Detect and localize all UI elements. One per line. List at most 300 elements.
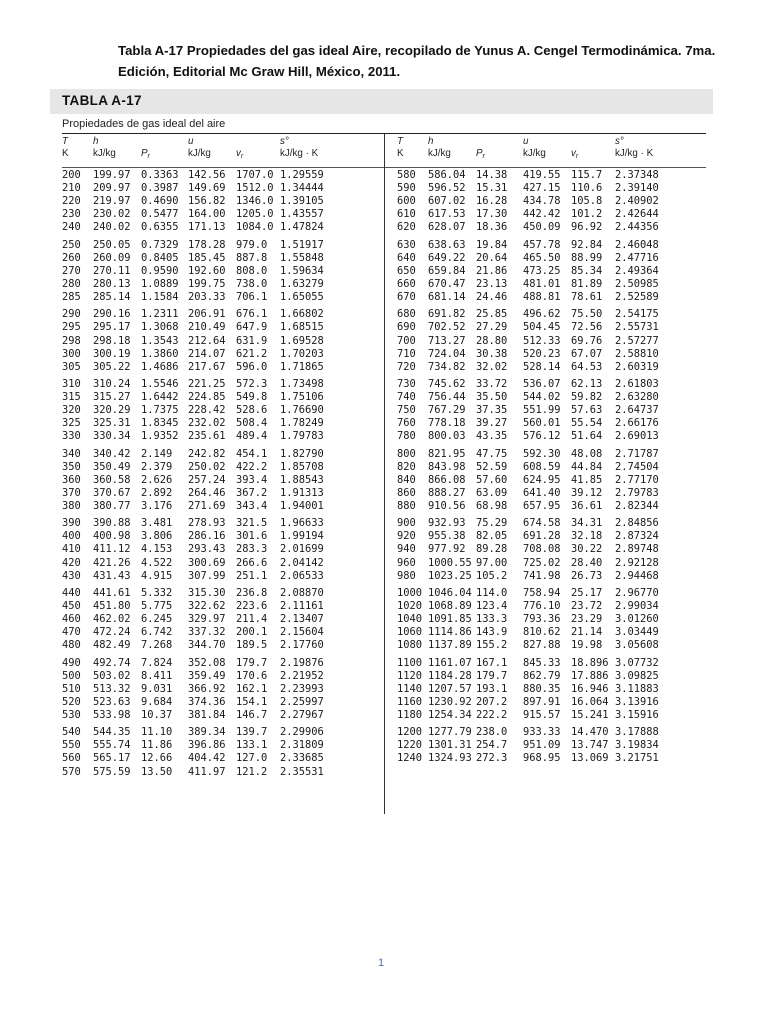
cell-temperature: 610 bbox=[397, 208, 416, 221]
cell-entropy: 2.06533 bbox=[280, 569, 324, 582]
cell-internal-energy: 185.45 bbox=[188, 251, 226, 264]
cell-enthalpy: 1230.92 bbox=[428, 695, 472, 708]
cell-temperature: 620 bbox=[397, 221, 416, 234]
cell-internal-energy: 214.07 bbox=[188, 347, 226, 360]
cell-temperature: 500 bbox=[62, 669, 81, 682]
cell-internal-energy: 536.07 bbox=[523, 377, 561, 390]
cell-temperature: 370 bbox=[62, 486, 81, 499]
cell-relative-pressure: 25.85 bbox=[476, 308, 508, 321]
cell-temperature: 720 bbox=[397, 360, 416, 373]
cell-enthalpy: 270.11 bbox=[93, 264, 131, 277]
cell-internal-energy: 810.62 bbox=[523, 626, 561, 639]
cell-temperature: 430 bbox=[62, 569, 81, 582]
table-row bbox=[397, 417, 719, 430]
cell-relative-pressure: 43.35 bbox=[476, 430, 508, 443]
cell-relative-pressure: 0.4690 bbox=[141, 195, 179, 208]
table-row bbox=[62, 195, 384, 208]
cell-internal-energy: 366.92 bbox=[188, 682, 226, 695]
cell-temperature: 730 bbox=[397, 377, 416, 390]
cell-relative-volume: 17.886 bbox=[571, 669, 609, 682]
cell-relative-volume: 57.63 bbox=[571, 404, 603, 417]
row-group bbox=[62, 239, 384, 304]
cell-relative-pressure: 11.10 bbox=[141, 726, 173, 739]
cell-enthalpy: 565.17 bbox=[93, 752, 131, 765]
cell-relative-volume: 48.08 bbox=[571, 447, 603, 460]
cell-internal-energy: 897.91 bbox=[523, 695, 561, 708]
cell-relative-pressure: 19.84 bbox=[476, 238, 508, 251]
cell-internal-energy: 315.30 bbox=[188, 586, 226, 599]
row-group bbox=[397, 239, 719, 304]
cell-relative-pressure: 0.5477 bbox=[141, 208, 179, 221]
citation-text: Tabla A-17 Propiedades del gas ideal Aire, recopilado de Yunus A. Cengel Termodinámica. 7ma. Edición, Editorial Mc Graw Hill, México, 2011. bbox=[118, 43, 716, 79]
table-row bbox=[397, 709, 719, 722]
table-row bbox=[397, 335, 719, 348]
cell-enthalpy: 734.82 bbox=[428, 360, 466, 373]
cell-temperature: 295 bbox=[62, 321, 81, 334]
header-symbol: u bbox=[188, 136, 194, 147]
cell-relative-volume: 528.6 bbox=[236, 404, 268, 417]
row-group bbox=[62, 517, 384, 582]
cell-relative-volume: 19.98 bbox=[571, 639, 603, 652]
cell-temperature: 920 bbox=[397, 530, 416, 543]
cell-internal-energy: 560.01 bbox=[523, 417, 561, 430]
cell-relative-pressure: 1.8345 bbox=[141, 417, 179, 430]
cell-enthalpy: 315.27 bbox=[93, 391, 131, 404]
table-row bbox=[397, 696, 719, 709]
cell-relative-volume: 26.73 bbox=[571, 569, 603, 582]
table-row bbox=[397, 321, 719, 334]
table-row bbox=[62, 239, 384, 252]
cell-temperature: 320 bbox=[62, 404, 81, 417]
cell-internal-energy: 199.75 bbox=[188, 277, 226, 290]
table-row bbox=[62, 530, 384, 543]
cell-temperature: 740 bbox=[397, 391, 416, 404]
cell-enthalpy: 649.22 bbox=[428, 251, 466, 264]
cell-temperature: 400 bbox=[62, 530, 81, 543]
cell-internal-energy: 758.94 bbox=[523, 586, 561, 599]
table-row bbox=[62, 766, 384, 779]
cell-relative-volume: 39.12 bbox=[571, 486, 603, 499]
cell-entropy: 2.87324 bbox=[615, 530, 659, 543]
cell-temperature: 290 bbox=[62, 308, 81, 321]
cell-relative-volume: 887.8 bbox=[236, 251, 268, 264]
cell-temperature: 550 bbox=[62, 739, 81, 752]
table-row bbox=[62, 391, 384, 404]
table-row bbox=[62, 683, 384, 696]
cell-entropy: 2.46048 bbox=[615, 238, 659, 251]
cell-relative-volume: 200.1 bbox=[236, 626, 268, 639]
cell-relative-volume: 154.1 bbox=[236, 695, 268, 708]
column-divider bbox=[384, 134, 385, 814]
cell-enthalpy: 513.32 bbox=[93, 682, 131, 695]
cell-temperature: 590 bbox=[397, 182, 416, 195]
cell-relative-pressure: 1.4686 bbox=[141, 360, 179, 373]
row-group bbox=[397, 169, 719, 234]
cell-internal-energy: 164.00 bbox=[188, 208, 226, 221]
cell-entropy: 1.73498 bbox=[280, 377, 324, 390]
cell-internal-energy: 250.02 bbox=[188, 460, 226, 473]
cell-temperature: 880 bbox=[397, 500, 416, 512]
header-temperature bbox=[62, 136, 69, 160]
cell-internal-energy: 793.36 bbox=[523, 613, 561, 626]
cell-relative-volume: 489.4 bbox=[236, 430, 268, 443]
cell-relative-volume: 85.34 bbox=[571, 264, 603, 277]
cell-temperature: 440 bbox=[62, 586, 81, 599]
table-row bbox=[397, 348, 719, 361]
cell-entropy: 1.65055 bbox=[280, 291, 324, 304]
cell-enthalpy: 628.07 bbox=[428, 221, 466, 234]
table-row bbox=[397, 657, 719, 670]
cell-temperature: 285 bbox=[62, 291, 81, 304]
header-symbol: P bbox=[476, 148, 483, 159]
cell-relative-volume: 738.0 bbox=[236, 277, 268, 290]
cell-relative-pressure: 2.379 bbox=[141, 460, 173, 473]
cell-relative-pressure: 1.6442 bbox=[141, 391, 179, 404]
cell-entropy: 1.75106 bbox=[280, 391, 324, 404]
cell-relative-pressure: 143.9 bbox=[476, 626, 508, 639]
cell-enthalpy: 670.47 bbox=[428, 277, 466, 290]
table-row bbox=[62, 430, 384, 443]
cell-enthalpy: 977.92 bbox=[428, 543, 466, 556]
table-row bbox=[397, 461, 719, 474]
cell-enthalpy: 910.56 bbox=[428, 500, 466, 512]
cell-temperature: 380 bbox=[62, 500, 81, 512]
cell-relative-pressure: 155.2 bbox=[476, 639, 508, 652]
table-row bbox=[62, 600, 384, 613]
cell-enthalpy: 702.52 bbox=[428, 321, 466, 334]
cell-entropy: 3.19834 bbox=[615, 739, 659, 752]
row-group bbox=[62, 378, 384, 443]
cell-relative-pressure: 1.7375 bbox=[141, 404, 179, 417]
cell-relative-pressure: 133.3 bbox=[476, 613, 508, 626]
cell-relative-pressure: 114.0 bbox=[476, 586, 508, 599]
table-title-bar bbox=[50, 89, 713, 114]
cell-temperature: 800 bbox=[397, 447, 416, 460]
cell-entropy: 3.09825 bbox=[615, 669, 659, 682]
cell-enthalpy: 691.82 bbox=[428, 308, 466, 321]
table-row bbox=[62, 500, 384, 513]
cell-entropy: 2.57277 bbox=[615, 334, 659, 347]
header-unit: kJ/kg · K bbox=[280, 148, 319, 159]
cell-entropy: 3.01260 bbox=[615, 613, 659, 626]
table-row bbox=[397, 543, 719, 556]
cell-internal-energy: 427.15 bbox=[523, 182, 561, 195]
cell-relative-volume: 223.6 bbox=[236, 600, 268, 613]
table-row bbox=[62, 252, 384, 265]
cell-enthalpy: 617.53 bbox=[428, 208, 466, 221]
cell-relative-volume: 454.1 bbox=[236, 447, 268, 460]
cell-internal-energy: 210.49 bbox=[188, 321, 226, 334]
table-row bbox=[62, 208, 384, 221]
cell-relative-volume: 55.54 bbox=[571, 417, 603, 430]
table-row bbox=[397, 530, 719, 543]
cell-enthalpy: 219.97 bbox=[93, 195, 131, 208]
rows-right bbox=[397, 169, 719, 770]
cell-temperature: 490 bbox=[62, 656, 81, 669]
cell-relative-volume: 92.84 bbox=[571, 238, 603, 251]
cell-relative-pressure: 5.332 bbox=[141, 586, 173, 599]
cell-entropy: 2.52589 bbox=[615, 291, 659, 304]
cell-entropy: 2.82344 bbox=[615, 500, 659, 512]
table-row bbox=[397, 474, 719, 487]
cell-relative-volume: 75.50 bbox=[571, 308, 603, 321]
rows-left bbox=[62, 169, 384, 783]
table-row bbox=[62, 278, 384, 291]
cell-relative-volume: 211.4 bbox=[236, 613, 268, 626]
header-relative-pressure bbox=[141, 148, 150, 163]
table-title: TABLA A-17 bbox=[62, 93, 142, 108]
table-row bbox=[397, 430, 719, 443]
cell-entropy: 1.71865 bbox=[280, 360, 324, 373]
cell-relative-pressure: 0.3987 bbox=[141, 182, 179, 195]
table-left-half bbox=[62, 136, 384, 816]
header-unit: kJ/kg bbox=[93, 148, 116, 159]
header-symbol: T bbox=[62, 136, 68, 147]
cell-temperature: 580 bbox=[397, 169, 416, 181]
cell-enthalpy: 843.98 bbox=[428, 460, 466, 473]
cell-enthalpy: 767.29 bbox=[428, 404, 466, 417]
cell-relative-pressure: 15.31 bbox=[476, 182, 508, 195]
row-group bbox=[62, 657, 384, 722]
cell-entropy: 2.61803 bbox=[615, 377, 659, 390]
cell-relative-pressure: 4.522 bbox=[141, 556, 173, 569]
cell-internal-energy: 271.69 bbox=[188, 500, 226, 512]
cell-temperature: 680 bbox=[397, 308, 416, 321]
cell-entropy: 1.70203 bbox=[280, 347, 324, 360]
cell-relative-volume: 596.0 bbox=[236, 360, 268, 373]
table-row bbox=[62, 182, 384, 195]
cell-relative-volume: 13.747 bbox=[571, 739, 609, 752]
cell-internal-energy: 359.49 bbox=[188, 669, 226, 682]
cell-internal-energy: 242.82 bbox=[188, 447, 226, 460]
cell-relative-volume: 25.17 bbox=[571, 586, 603, 599]
cell-temperature: 325 bbox=[62, 417, 81, 430]
cell-relative-volume: 36.61 bbox=[571, 500, 603, 512]
table-row bbox=[62, 487, 384, 500]
cell-enthalpy: 596.52 bbox=[428, 182, 466, 195]
cell-enthalpy: 1254.34 bbox=[428, 708, 472, 721]
cell-internal-energy: 232.02 bbox=[188, 417, 226, 430]
cell-relative-volume: 78.61 bbox=[571, 291, 603, 304]
cell-relative-pressure: 193.1 bbox=[476, 682, 508, 695]
table-row bbox=[397, 500, 719, 513]
cell-relative-volume: 34.31 bbox=[571, 517, 603, 530]
cell-internal-energy: 212.64 bbox=[188, 334, 226, 347]
cell-temperature: 298 bbox=[62, 334, 81, 347]
cell-temperature: 570 bbox=[62, 765, 81, 778]
cell-relative-pressure: 179.7 bbox=[476, 669, 508, 682]
cell-entropy: 2.35531 bbox=[280, 765, 324, 778]
cell-temperature: 330 bbox=[62, 430, 81, 443]
cell-entropy: 1.47824 bbox=[280, 221, 324, 234]
cell-internal-energy: 178.28 bbox=[188, 238, 226, 251]
cell-temperature: 315 bbox=[62, 391, 81, 404]
table-row bbox=[62, 448, 384, 461]
cell-entropy: 2.66176 bbox=[615, 417, 659, 430]
cell-enthalpy: 503.02 bbox=[93, 669, 131, 682]
cell-enthalpy: 1114.86 bbox=[428, 626, 472, 639]
cell-enthalpy: 330.34 bbox=[93, 430, 131, 443]
header-subscript: r bbox=[482, 153, 485, 160]
header-internal-energy bbox=[523, 136, 546, 160]
cell-relative-volume: 1707.0 bbox=[236, 169, 274, 181]
cell-relative-pressure: 9.031 bbox=[141, 682, 173, 695]
cell-internal-energy: 457.78 bbox=[523, 238, 561, 251]
cell-enthalpy: 350.49 bbox=[93, 460, 131, 473]
cell-relative-pressure: 1.9352 bbox=[141, 430, 179, 443]
cell-enthalpy: 555.74 bbox=[93, 739, 131, 752]
cell-enthalpy: 523.63 bbox=[93, 695, 131, 708]
page-number: 1 bbox=[378, 957, 385, 969]
cell-temperature: 450 bbox=[62, 600, 81, 613]
cell-relative-pressure: 21.86 bbox=[476, 264, 508, 277]
cell-temperature: 200 bbox=[62, 169, 81, 181]
cell-internal-energy: 203.33 bbox=[188, 291, 226, 304]
cell-relative-volume: 1512.0 bbox=[236, 182, 274, 195]
cell-relative-volume: 44.84 bbox=[571, 460, 603, 473]
cell-relative-pressure: 24.46 bbox=[476, 291, 508, 304]
row-group bbox=[62, 169, 384, 234]
cell-relative-volume: 321.5 bbox=[236, 517, 268, 530]
cell-relative-pressure: 0.6355 bbox=[141, 221, 179, 234]
cell-internal-energy: 300.69 bbox=[188, 556, 226, 569]
table-row bbox=[62, 265, 384, 278]
header-relative-volume bbox=[571, 148, 578, 163]
cell-enthalpy: 209.97 bbox=[93, 182, 131, 195]
cell-relative-pressure: 4.153 bbox=[141, 543, 173, 556]
cell-temperature: 360 bbox=[62, 473, 81, 486]
header-relative-pressure bbox=[476, 148, 485, 163]
cell-relative-pressure: 207.2 bbox=[476, 695, 508, 708]
cell-enthalpy: 380.77 bbox=[93, 500, 131, 512]
cell-relative-volume: 101.2 bbox=[571, 208, 603, 221]
cell-temperature: 1220 bbox=[397, 739, 423, 752]
table-row bbox=[62, 291, 384, 304]
cell-temperature: 480 bbox=[62, 639, 81, 652]
cell-internal-energy: 192.60 bbox=[188, 264, 226, 277]
cell-relative-volume: 179.7 bbox=[236, 656, 268, 669]
cell-enthalpy: 431.43 bbox=[93, 569, 131, 582]
cell-internal-energy: 156.82 bbox=[188, 195, 226, 208]
cell-enthalpy: 320.29 bbox=[93, 404, 131, 417]
cell-temperature: 600 bbox=[397, 195, 416, 208]
cell-entropy: 2.96770 bbox=[615, 586, 659, 599]
cell-relative-pressure: 8.411 bbox=[141, 669, 173, 682]
cell-entropy: 1.88543 bbox=[280, 473, 324, 486]
cell-entropy: 2.55731 bbox=[615, 321, 659, 334]
cell-entropy: 2.44356 bbox=[615, 221, 659, 234]
cell-relative-volume: 13.069 bbox=[571, 752, 609, 765]
cell-relative-volume: 1205.0 bbox=[236, 208, 274, 221]
cell-temperature: 1020 bbox=[397, 600, 423, 613]
cell-relative-volume: 393.4 bbox=[236, 473, 268, 486]
table-row bbox=[62, 474, 384, 487]
table-row bbox=[62, 570, 384, 583]
cell-internal-energy: 278.93 bbox=[188, 517, 226, 530]
cell-relative-volume: 170.6 bbox=[236, 669, 268, 682]
cell-internal-energy: 322.62 bbox=[188, 600, 226, 613]
table-row bbox=[397, 448, 719, 461]
cell-enthalpy: 199.97 bbox=[93, 169, 131, 181]
cell-relative-pressure: 2.149 bbox=[141, 447, 173, 460]
cell-entropy: 2.39140 bbox=[615, 182, 659, 195]
cell-internal-energy: 228.42 bbox=[188, 404, 226, 417]
cell-entropy: 2.79783 bbox=[615, 486, 659, 499]
cell-internal-energy: 381.84 bbox=[188, 708, 226, 721]
cell-relative-pressure: 52.59 bbox=[476, 460, 508, 473]
cell-temperature: 470 bbox=[62, 626, 81, 639]
cell-relative-pressure: 68.98 bbox=[476, 500, 508, 512]
cell-entropy: 2.11161 bbox=[280, 600, 324, 613]
header-internal-energy bbox=[188, 136, 211, 160]
cell-entropy: 2.19876 bbox=[280, 656, 324, 669]
table-row bbox=[62, 587, 384, 600]
cell-temperature: 710 bbox=[397, 347, 416, 360]
cell-entropy: 2.89748 bbox=[615, 543, 659, 556]
cell-entropy: 1.68515 bbox=[280, 321, 324, 334]
cell-relative-volume: 236.8 bbox=[236, 586, 268, 599]
cell-relative-volume: 621.2 bbox=[236, 347, 268, 360]
cell-enthalpy: 472.24 bbox=[93, 626, 131, 639]
table-row bbox=[397, 182, 719, 195]
cell-enthalpy: 544.35 bbox=[93, 726, 131, 739]
cell-relative-volume: 15.241 bbox=[571, 708, 609, 721]
cell-temperature: 460 bbox=[62, 613, 81, 626]
table-row bbox=[397, 752, 719, 765]
header-temperature bbox=[397, 136, 404, 160]
cell-relative-pressure: 47.75 bbox=[476, 447, 508, 460]
cell-temperature: 530 bbox=[62, 708, 81, 721]
cell-enthalpy: 586.04 bbox=[428, 169, 466, 181]
cell-entropy: 1.34444 bbox=[280, 182, 324, 195]
cell-enthalpy: 462.02 bbox=[93, 613, 131, 626]
cell-internal-energy: 264.46 bbox=[188, 486, 226, 499]
cell-entropy: 1.85708 bbox=[280, 460, 324, 473]
cell-entropy: 1.43557 bbox=[280, 208, 324, 221]
cell-internal-energy: 337.32 bbox=[188, 626, 226, 639]
cell-relative-volume: 422.2 bbox=[236, 460, 268, 473]
header-subscript: r bbox=[575, 153, 579, 160]
cell-relative-pressure: 1.3068 bbox=[141, 321, 179, 334]
table-row bbox=[62, 169, 384, 182]
header-symbol: u bbox=[523, 136, 529, 147]
cell-enthalpy: 360.58 bbox=[93, 473, 131, 486]
cell-entropy: 2.08870 bbox=[280, 586, 324, 599]
cell-relative-pressure: 39.27 bbox=[476, 417, 508, 430]
cell-internal-energy: 171.13 bbox=[188, 221, 226, 234]
cell-relative-pressure: 5.775 bbox=[141, 600, 173, 613]
cell-temperature: 240 bbox=[62, 221, 81, 234]
cell-internal-energy: 504.45 bbox=[523, 321, 561, 334]
cell-relative-volume: 139.7 bbox=[236, 726, 268, 739]
cell-relative-volume: 631.9 bbox=[236, 334, 268, 347]
header-symbol: h bbox=[93, 136, 99, 147]
cell-enthalpy: 1184.28 bbox=[428, 669, 472, 682]
table-row bbox=[397, 600, 719, 613]
table-row bbox=[397, 557, 719, 570]
cell-entropy: 1.96633 bbox=[280, 517, 324, 530]
cell-relative-pressure: 0.9590 bbox=[141, 264, 179, 277]
cell-relative-volume: 16.064 bbox=[571, 695, 609, 708]
cell-temperature: 280 bbox=[62, 277, 81, 290]
cell-temperature: 1160 bbox=[397, 695, 423, 708]
cell-relative-volume: 266.6 bbox=[236, 556, 268, 569]
cell-enthalpy: 400.98 bbox=[93, 530, 131, 543]
cell-temperature: 560 bbox=[62, 752, 81, 765]
cell-temperature: 700 bbox=[397, 334, 416, 347]
cell-internal-energy: 221.25 bbox=[188, 377, 226, 390]
row-group bbox=[397, 726, 719, 765]
